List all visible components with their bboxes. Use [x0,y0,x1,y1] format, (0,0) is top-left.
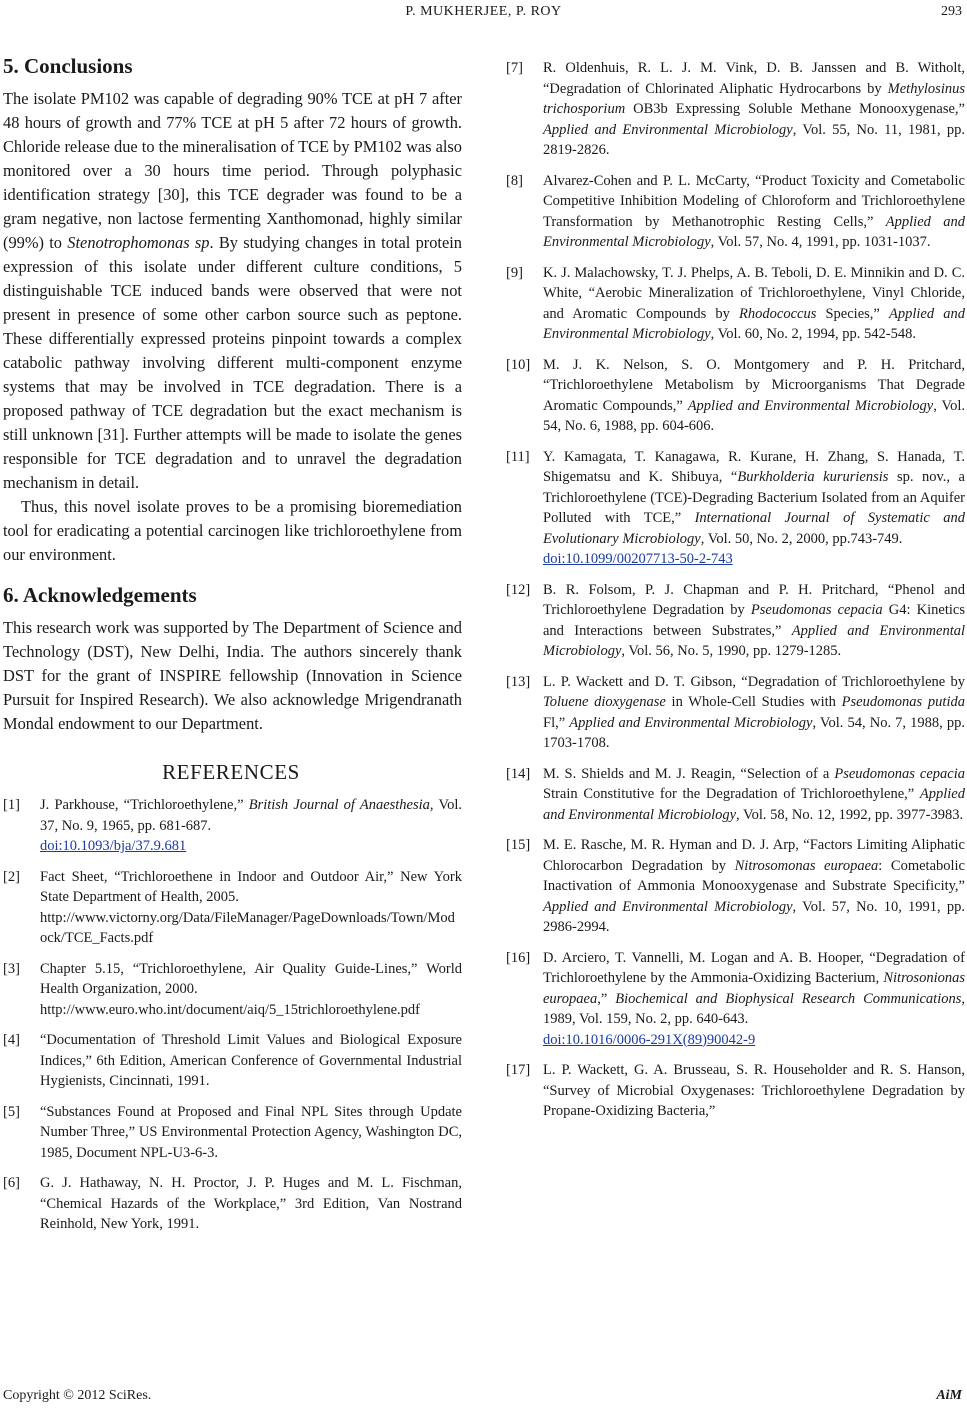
journal-abbreviation: AiM [936,1388,962,1403]
doi-link[interactable]: doi:10.1093/bja/37.9.681 [40,838,187,854]
reference-item-4: [4] “Documentation of Threshold Limit Values and Biological Exposure Indices,” 6th Edition, American Conference of Governmental Industrial Hygienists, Cincinnati, 1991. [3,1032,462,1089]
left-column [0,48,462,1245]
reference-url: http://www.euro.who.int/document/aiq/5_15trichloroethylene.pdf [40,1001,421,1018]
reference-item-7: [7] R. Oldenhuis, R. L. J. M. Vink, D. B. Janssen and B. Witholt, “Degradation of Chlorinated Aliphatic Hydrocarbons by Methylosinus trichosporium OB3b Expressing Soluble Methane Monooxygenase,” Applied and Environmental Microbiology, Vol. 55, No. 11, 1981, pp. 2819-2826. [506,60,965,158]
references-heading: REFERENCES [162,760,300,784]
page-header [0,0,967,30]
reference-item-17: [17] L. P. Wackett, G. A. Brusseau, S. R. Householder and R. S. Hanson, “Survey of Microbial Oxygenases: Trichloroethylene Degradation by Propane-Oxidizing Bacteria,” [506,1062,965,1119]
reference-item-15: [15] M. E. Rasche, M. R. Hyman and D. J. Arp, “Factors Limiting Aliphatic Chlorocarbon Degradation by Nitrosomonas europaea: Cometabolic Inactivation of Ammonia Monooxygenase and Substrate Specificity,” Applied and Environmental Microbiology, Vol. 57, No. 10, 1991, pp. 2986-2994. [506,837,965,935]
reference-item-5: [5] “Substances Found at Proposed and Final NPL Sites through Update Number Three,” US Environmental Protection Agency, Washington DC, 1985, Document NPL-U3-6-3. [3,1103,462,1161]
page-number: 293 [941,4,962,19]
reference-item-14: [14] M. S. Shields and M. J. Reagin, “Selection of a Pseudomonas cepacia Strain Constitutive for the Degradation of Trichloroethylene,” Applied and Environmental Microbiology, Vol. 58, No. 12, 1992, pp. 3977-3983. [506,765,966,823]
running-head-authors: P. MUKHERJEE, P. ROY [405,4,562,19]
reference-item-6: [6] G. J. Hathaway, N. H. Proctor, J. P. Huges and M. L. Fischman, “Chemical Hazards of the Workplace,” 3rd Edition, Van Nostrand Reinhold, New York, 1991. [3,1175,462,1232]
conclusions-paragraph-2: Thus, this novel isolate proves to be a promising bioremediation tool for eradicating a potential carcinogen like trichloroethylene from our environment. [3,497,462,564]
page-footer [0,1388,967,1412]
reference-item-3: [3] Chapter 5.15, “Trichloroethylene, Air Quality Guide-Lines,” World Health Organization, 2000. http://www.euro.who.int/document/aiq/5_15trichloroethylene.pdf [0,959,462,1021]
reference-item-10: [10] M. J. K. Nelson, S. O. Montgomery and P. H. Pritchard, “Trichloroethylene Metabolism by Microorganisms That Degrade Aromatic Compounds,” Applied and Environmental Microbiology, Vol. 54, No. 6, 1988, pp. 604-606. [506,356,965,434]
conclusions-heading: 5. Conclusions [3,54,133,78]
organism-name: Stenotrophomonas sp [67,233,210,252]
reference-item-12: [12] B. R. Folsom, P. J. Chapman and P. H. Pritchard, “Phenol and Trichloroethylene Degradation by Pseudomonas cepacia G4: Kinetics and Interactions between Substrates,” Applied and Environmental Microbiology, Vol. 56, No. 5, 1990, pp. 1279-1285. [506,581,966,659]
conclusions-paragraph-1: The isolate PM102 was capable of degrading 90% TCE at pH 7 after 48 hours of growth and 77% TCE at pH 5 after 72 hours of growth. Chloride release due to the mineralisation of TCE by PM102 was also monitored over a 30 hours time period. Through polyphasic identification strategy [30], this TCE degrader was found to be a gram negative, non lactose fermenting Xanthomonad, highly similar (99%) to Stenotrophomonas sp. By studying changes in total protein expression of this isolate under different culture conditions, 5 distinguishable TCE induced bands were observed that were not present in presence of some other carbon source such as peptone. These differentially expressed proteins pinpoint towards a complex catabolic pathway involving different multi-component enzyme systems that may be involved in TCE degradation. There is a proposed pathway of TCE degradation but the exact mechanism is still unknown [31]. Further attempts will be made to isolate the genes responsible for TCE degradation and to unravel the degradation mechanism in detail. [3,89,463,492]
reference-item-9: [9] K. J. Malachowsky, T. J. Phelps, A. B. Teboli, D. E. Minnikin and D. C. White, “Aerobic Mineralization of Trichloroethylene, Vinyl Chloride, and Aromatic Compounds by Rhodococcus Species,” Applied and Environmental Microbiology, Vol. 60, No. 2, 1994, pp. 542-548. [506,264,965,342]
reference-item-2: [2] Fact Sheet, “Trichloroethene in Indoor and Outdoor Air,” New York State Department of Health, 2005. http://www.victorny.org/Data/FileManager/PageDownloads/Town/Modock/TCE_Facts.pdf [0,867,462,949]
doi-link[interactable]: doi:10.1016/0006-291X(89)90042-9 [543,1031,756,1048]
copyright-notice: Copyright © 2012 SciRes. [3,1388,152,1403]
acknowledgements-heading: 6. Acknowledgements [3,583,197,607]
right-column [503,58,965,1132]
reference-item-8: [8] Alvarez-Cohen and P. L. McCarty, “Product Toxicity and Cometabolic Competitive Inhibition Modeling of Chloroform and Trichloroethylene Transformation by Methanotrophic Resting Cells,” Applied and Environmental Microbiology, Vol. 57, No. 4, 1991, pp. 1031-1037. [506,172,965,250]
reference-item-16: [16] D. Arciero, T. Vannelli, M. Logan and A. B. Hooper, “Degradation of Trichloroethylene by the Ammonia-Oxidizing Bacterium, Nitrosonionas europaea,” Biochemical and Biophysical Research Communications, 1989, Vol. 159, No. 2, pp. 640-643. doi:10.1016/0006-291X(89)90042-9 [503,948,965,1051]
reference-item-13: [13] L. P. Wackett and D. T. Gibson, “Degradation of Trichloroethylene by Toluene dioxygenase in Whole-Cell Studies with Pseudomonas putida Fl,” Applied and Environmental Microbiology, Vol. 54, No. 7, 1988, pp. 1703-1708. [506,673,966,751]
reference-item-1: [1] J. Parkhouse, “Trichloroethylene,” British Journal of Anaesthesia, Vol. 37, No. 9, 1965, pp. 681-687. doi:10.1093/bja/37.9.681 [0,795,462,857]
doi-link[interactable]: doi:10.1099/00207713-50-2-743 [543,551,733,567]
acknowledgements-paragraph: This research work was supported by The Department of Science and Technology (DST), New Delhi, India. The authors sincerely thank DST for the grant of INSPIRE fellowship (Innovation in Science Pursuit for Inspired Research). We also acknowledge Mrigendranath Mondal endowment to our Department. [3,618,462,733]
reference-item-11: [11] Y. Kamagata, T. Kanagawa, R. Kurane, H. Zhang, S. Hanada, T. Shigematsu and K. Shibuya, “Burkholderia kururiensis sp. nov., a Trichloroethylene (TCE)-Degrading Bacterium Isolated from an Aquifer Polluted with TCE,” International Journal of Systematic and Evolutionary Microbiology, Vol. 50, No. 2, 2000, pp.743-749. doi:10.1099/00207713-50-2-743 [503,447,965,570]
reference-url: http://www.victorny.org/Data/FileManager/PageDownloads/Town/Modock/TCE_Facts.pdf [40,909,455,946]
